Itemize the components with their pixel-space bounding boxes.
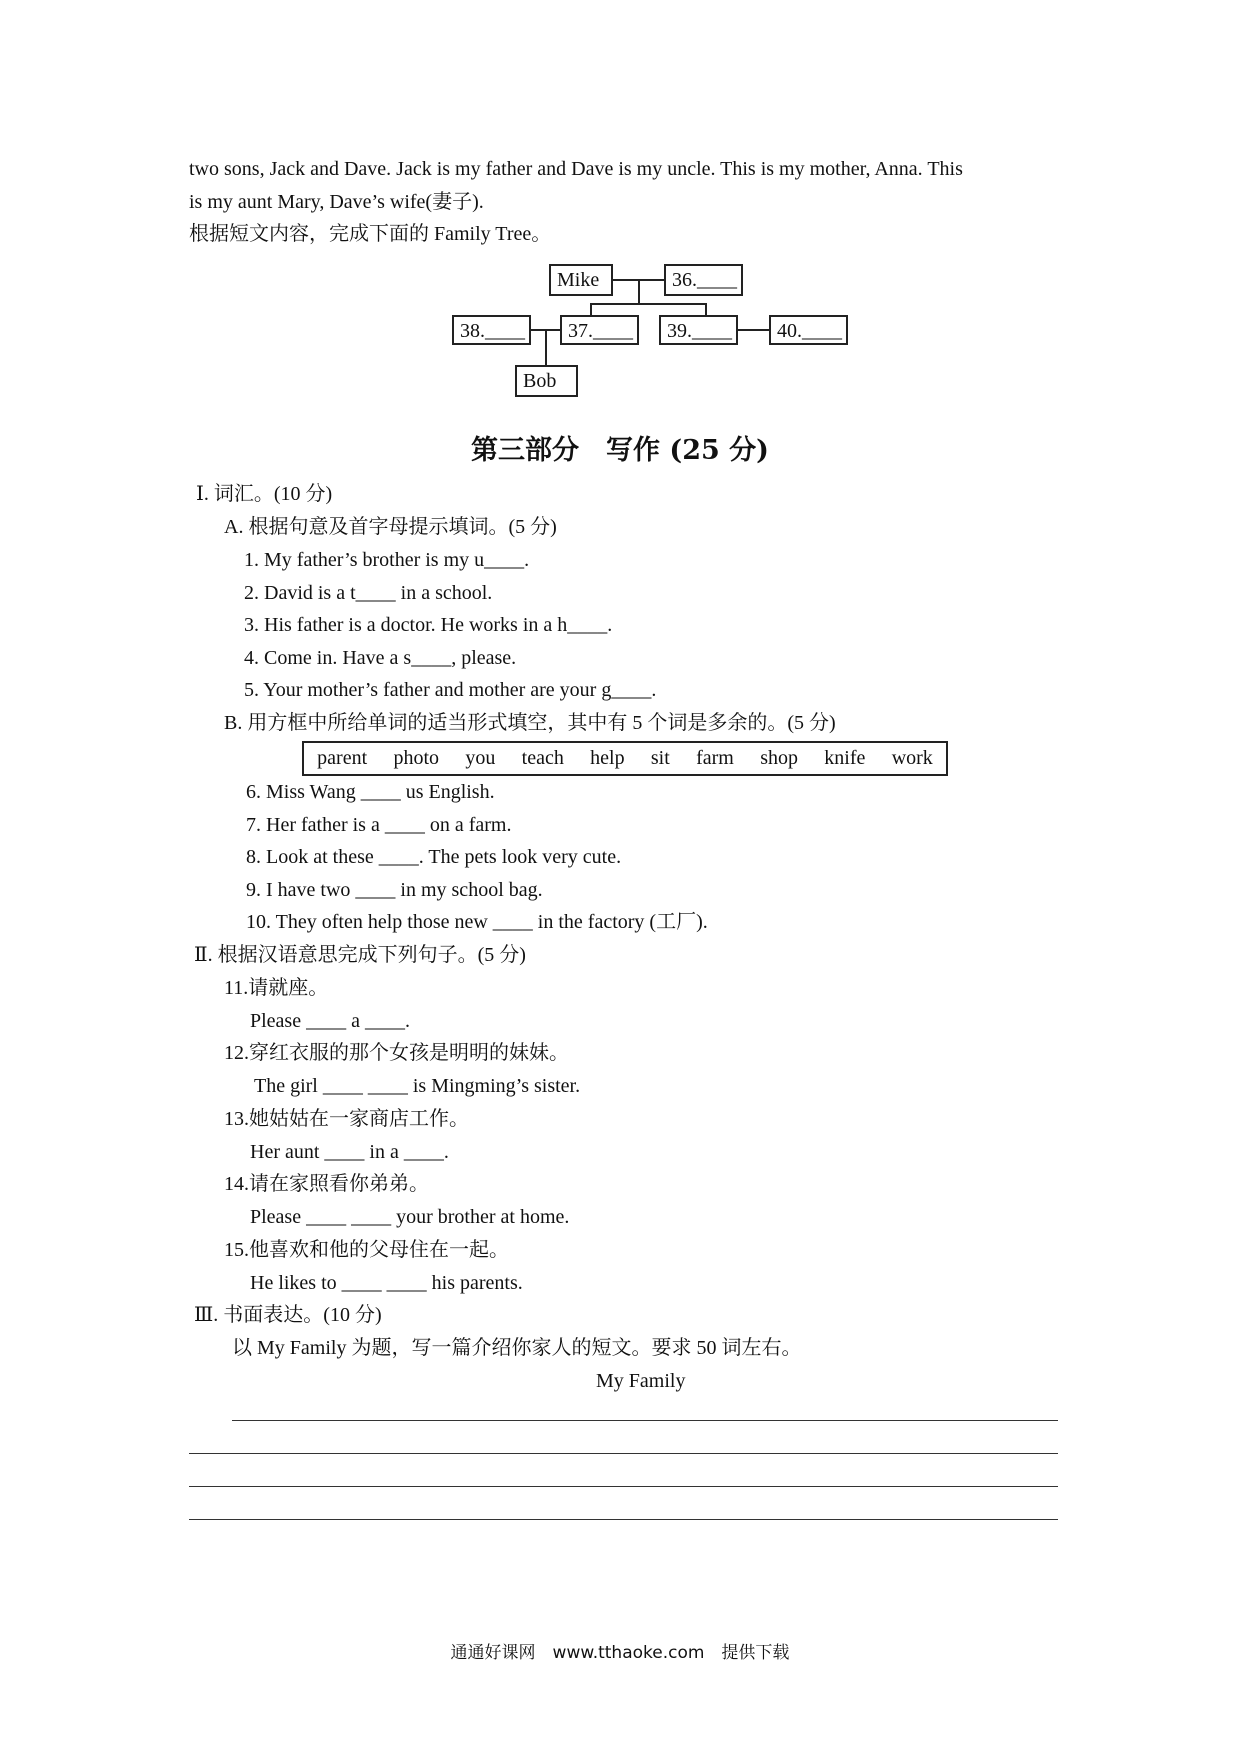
word-bank [302,741,948,776]
tree-box-37[interactable]: 37.____ [560,315,639,345]
word-bank-item: shop [760,747,798,769]
word-bank-item: knife [824,747,866,769]
tree-box-bob: Bob [515,365,578,397]
question-3: 3. His father is a doctor. He works in a h____. [244,614,613,636]
question-13-en: Her aunt ____ in a ____. [250,1141,449,1163]
question-11-en: Please ____ a ____. [250,1010,410,1032]
tree-box-39[interactable]: 39.____ [659,315,738,345]
tree-instruction: 根据短文内容，完成下面的 Family Tree。 [189,223,552,245]
word-bank-item: photo [393,747,440,769]
writing-line[interactable] [189,1486,1058,1487]
tree-connector-marriage-right [738,329,769,331]
tree-box-40[interactable]: 40.____ [769,315,848,345]
word-bank-item: sit [650,747,670,769]
word-bank-item: you [465,747,496,769]
question-9: 9. I have two ____ in my school bag. [246,879,543,901]
part2-heading: Ⅱ. 根据汉语意思完成下列句子。(5 分) [194,944,526,966]
question-1: 1. My father’s brother is my u____. [244,549,530,571]
question-15-en: He likes to ____ ____ his parents. [250,1272,523,1294]
tree-connector-down [638,280,640,304]
word-bank-item: parent [317,747,368,769]
word-bank-item: work [891,747,933,769]
tree-box-36[interactable]: 36.____ [664,264,743,296]
word-bank-item: help [590,747,625,769]
question-13-cn: 13.她姑姑在一家商店工作。 [224,1108,469,1130]
question-4: 4. Come in. Have a s____, please. [244,647,517,669]
section-title: 第三部分 写作 (25 分) [471,435,769,466]
part1-heading: Ⅰ. 词汇。(10 分) [196,483,333,505]
part1-a-heading: A. 根据句意及首字母提示填词。(5 分) [224,516,557,538]
writing-line[interactable] [189,1453,1058,1454]
question-8: 8. Look at these ____. The pets look very cute. [246,846,622,868]
passage-line-2: is my aunt Mary, Dave’s wife(妻子). [189,191,484,213]
question-10: 10. They often help those new ____ in the factory (工厂). [246,911,708,933]
question-15-cn: 15.他喜欢和他的父母住在一起。 [224,1239,509,1261]
writing-line[interactable] [232,1420,1058,1421]
question-12-cn: 12.穿红衣服的那个女孩是明明的妹妹。 [224,1042,569,1064]
essay-title: My Family [596,1370,686,1392]
tree-connector-bob [545,330,547,365]
word-bank-item: farm [696,747,734,769]
part1-b-heading: B. 用方框中所给单词的适当形式填空，其中有 5 个词是多余的。(5 分) [224,712,836,734]
tree-connector-child-37 [590,303,592,315]
question-12-en: The girl ____ ____ is Mingming’s sister. [254,1075,581,1097]
part3-prompt: 以 My Family 为题，写一篇介绍你家人的短文。要求 50 词左右。 [232,1337,802,1359]
word-bank-item: teach [521,747,564,769]
question-14-cn: 14.请在家照看你弟弟。 [224,1173,429,1195]
question-11-cn: 11.请就座。 [224,977,329,999]
tree-connector-children [590,303,706,305]
part3-heading: Ⅲ. 书面表达。(10 分) [194,1304,382,1326]
question-6: 6. Miss Wang ____ us English. [246,781,495,803]
question-5: 5. Your mother’s father and mother are your g____. [244,679,657,701]
question-14-en: Please ____ ____ your brother at home. [250,1206,570,1228]
passage-line-1: two sons, Jack and Dave. Jack is my father and Dave is my uncle. This is my mother, Anna. This [189,158,963,180]
question-2: 2. David is a t____ in a school. [244,582,493,604]
tree-box-38[interactable]: 38.____ [452,315,531,345]
writing-line[interactable] [189,1519,1058,1520]
tree-connector-child-39 [705,303,707,315]
tree-box-mike: Mike [549,264,613,296]
footer-credit: 通通好课网 www.tthaoke.com 提供下载 [450,1643,790,1663]
question-7: 7. Her father is a ____ on a farm. [246,814,512,836]
